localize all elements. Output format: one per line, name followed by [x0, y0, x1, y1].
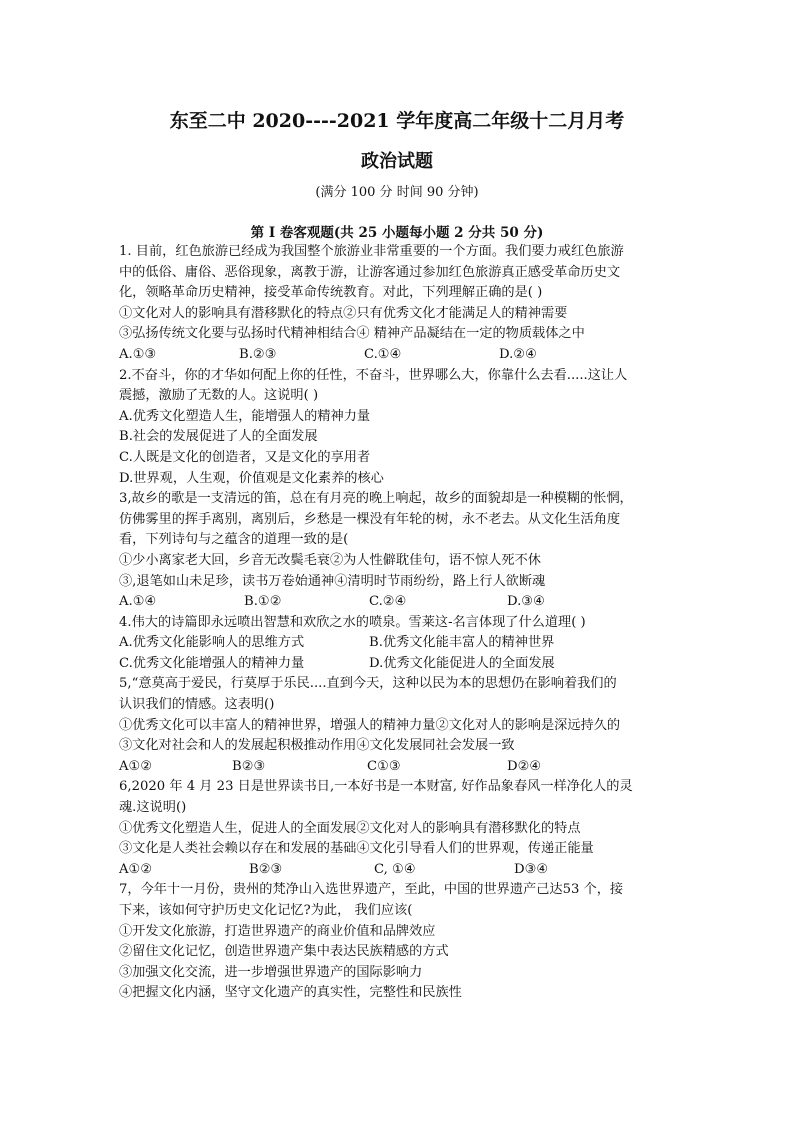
option-a: A①②	[119, 861, 153, 877]
answer-options	[119, 345, 681, 366]
exam-meta: (满分 100 分 时间 90 分钟)	[315, 185, 479, 200]
question-line: 震撼，激励了无数的人。这说明( )	[119, 388, 319, 404]
question-line: A.优秀文化塑造人生，能增强人的精神力量	[119, 408, 371, 424]
question-line: ③文化是人类社会赖以存在和发展的基础④文化引导看人们的世界观，传递正能量	[119, 841, 594, 857]
subject-title: 政治试题	[361, 151, 433, 172]
question-line: 3,故乡的歌是一支清远的笛，总在有月亮的晚上响起，故乡的面貌却是一种模糊的怅惘，	[119, 491, 633, 507]
question-line: ②留住文化记忆，创造世界遗产集中表达民族精感的方式	[119, 944, 449, 960]
question-line: ③弘扬传统文化要与弘扬时代精神相结合④ 精神产品凝结在一定的物质载体之中	[119, 326, 585, 342]
option-c: C.优秀文化能增强人的精神力量	[119, 655, 305, 671]
question-line: 1. 目前，红色旅游已经成为我国整个旅游业非常重要的一个方面。我们要力戒红色旅游	[119, 244, 624, 259]
option-b: B.①②	[244, 594, 282, 610]
question-line: ①优秀文化可以丰富人的精神世界，增强人的精神力量②文化对人的影响是深远持久的	[119, 717, 621, 733]
option-d: D.②④	[499, 346, 537, 362]
question-line: 认识我们的情感。这表明()	[119, 697, 275, 713]
question-line: D.世界观，人生观，价值观是文化素养的核心	[119, 470, 384, 486]
question-line: 5,“意莫高于爱民，行莫厚于乐民....直到今天，这种以民为本的思想仍在影响着我们的	[119, 676, 617, 692]
option-c: C①③	[367, 758, 401, 774]
answer-options	[119, 633, 681, 654]
question-line: ④把握文化内涵，坚守文化遗产的真实性，完整性和民族性	[119, 985, 462, 1001]
option-c: C, ①④	[374, 861, 416, 877]
question-line: B.社会的发展促进了人的全面发展	[119, 429, 318, 445]
question-line: 仿佛雾里的挥手离别，离别后，乡愁是一棵没有年轮的树，永不老去。从文化生活角度	[119, 511, 621, 527]
option-d: D.优秀文化能促进人的全面发展	[369, 655, 555, 671]
question-line: 中的低俗、庸俗、恶俗现象，离教于游，让游客通过参加红色旅游真正感受革命历史文	[119, 264, 621, 280]
question-line: 2.不奋斗，你的才华如何配上你的任性，不奋斗，世界哪么大，你靠什么去看.....这让人	[119, 367, 628, 383]
option-d: D.③④	[507, 594, 545, 610]
answer-options	[119, 860, 681, 881]
option-b: B②③	[232, 758, 266, 774]
question-line: 6,2020 年 4 月 23 日是世界读书日,一本好书是一本财富, 好作品象春风一样净化人的灵	[119, 779, 633, 795]
answer-options	[119, 757, 681, 778]
exam-title: 东至二中 2020----2021 学年度高二年级十二月月考	[169, 110, 625, 132]
question-line: 下来，该如何守护历史文化记忆?为此， 我们应该(	[119, 903, 413, 918]
question-line: 7，今年十一月份，贵州的梵净山入选世界遗产，至此，中国的世界遗产己达53 个，接	[119, 882, 624, 898]
option-b: B.优秀文化能丰富人的精神世界	[369, 635, 555, 651]
option-c: C.①④	[364, 346, 402, 362]
option-d: D③④	[514, 861, 549, 877]
option-a: A①②	[119, 758, 153, 774]
answer-options	[119, 654, 681, 675]
question-body	[119, 242, 681, 1004]
answer-options	[119, 592, 681, 613]
option-a: A.优秀文化能影响人的思维方式	[119, 635, 305, 651]
question-line: ③文化对社会和人的发展起积极推动作用④文化发展同社会发展一致	[119, 738, 515, 754]
option-c: C.②④	[369, 594, 407, 610]
question-line: ①优秀文化塑造人生，促进人的全面发展②文化对人的影响具有潜移默化的特点	[119, 820, 581, 836]
option-a: A.①④	[119, 594, 157, 610]
section-heading: 第 I 卷客观题(共 25 小题每小题 2 分共 50 分)	[250, 225, 544, 241]
option-b: B②③	[249, 861, 283, 877]
option-a: A.①③	[119, 346, 157, 362]
question-line: ①文化对人的影响具有潜移默化的特点②只有优秀文化才能满足人的精神需要	[119, 305, 568, 321]
question-line: 4.伟大的诗篇即永远喷出智慧和欢欣之水的喷泉。雪莱这-名言体现了什么道理( )	[119, 614, 586, 630]
question-line: 魂.这说明()	[119, 800, 187, 816]
question-line: 看，下列诗句与之蕴含的道理一致的是(	[119, 532, 349, 548]
option-d: D②④	[507, 758, 542, 774]
question-line: C.人既是文化的创造者，又是文化的享用者	[119, 449, 371, 465]
question-line: ①开发文化旅游，打造世界遗产的商业价值和品牌效应	[119, 923, 436, 939]
option-b: B.②③	[239, 346, 277, 362]
question-line: ③,退笔如山未足珍，读书万卷始通神④清明时节雨纷纷，路上行人欲断魂	[119, 573, 546, 589]
question-line: 化，领略革命历史精神，接受革命传统教育。对此，下列理解正确的是( )	[119, 285, 543, 301]
question-line: ①少小离家老大回，乡音无改鬓毛衰②为人性僻耽佳句，语不惊人死不休	[119, 552, 541, 568]
question-line: ③加强文化交流，进一步增强世界遗产的国际影响力	[119, 964, 423, 980]
